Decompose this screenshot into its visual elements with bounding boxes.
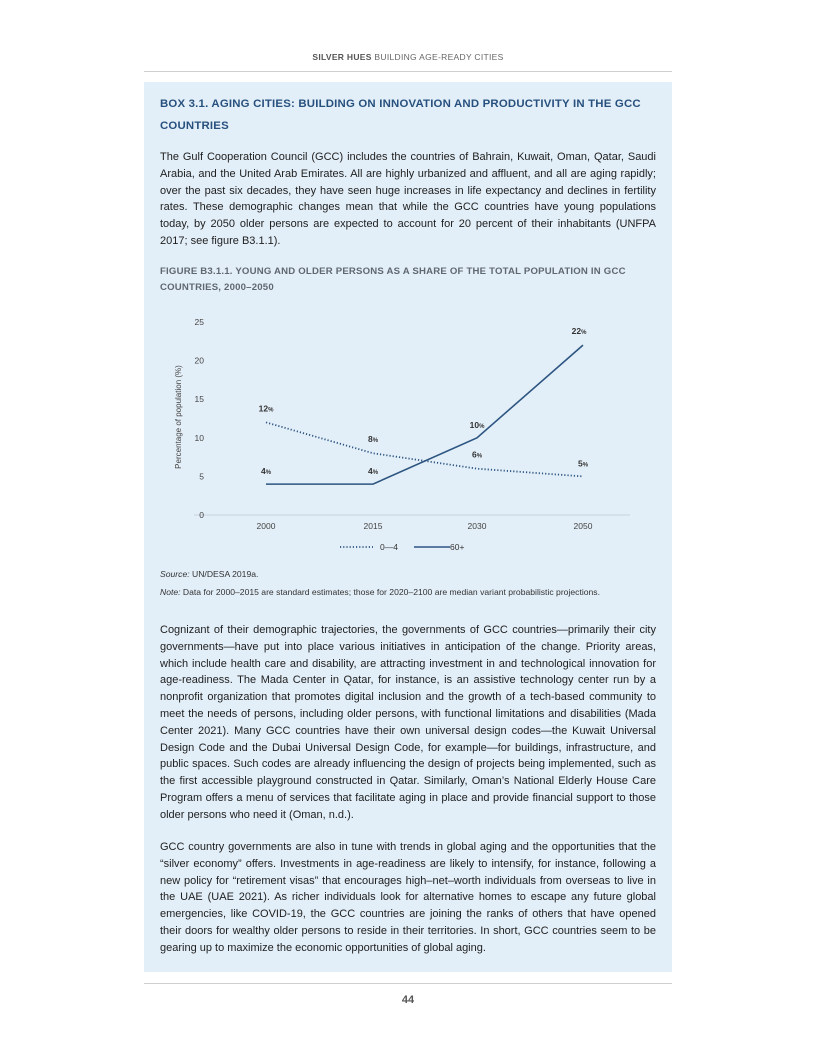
x-tick-label: 2030 xyxy=(467,521,487,531)
data-label: 10% xyxy=(469,419,485,430)
y-tick-label: 20 xyxy=(194,355,204,366)
x-tick-label: 2015 xyxy=(363,521,383,531)
data-label: 4% xyxy=(260,466,272,477)
data-label: 12% xyxy=(258,403,274,414)
series-line-age-60-plus xyxy=(266,345,583,484)
body-paragraph-2: Cognizant of their demographic trajectories, the governments of GCC countries—primarily their city governments—have put into place various initiatives in anticipation of the change. Priority areas, which include health care and disability, are attracting investment in and technological innovation for age-readiness. The Mada Center in Qatar, for instance, is an assistive technology center run by a nonprofit organization that promotes digital inclusion and the growth of a tech-based community to meet the needs of persons, including older persons, with functional limitations and disabilities (Mada Center 2021). Many GCC countries have their own universal design codes—the Kuwait Universal Design Code and the Dubai Universal Design Code, for example—for buildings, infrastructure, and public spaces. Such codes are already influencing the design of projects being implemented, such as the first accessible playground constructed in Qatar. Similarly, Oman’s National Elderly House Care Program offers a menu of services that facilitate aging in place and provide financial support to those older persons who need it (Oman, n.d.). xyxy=(160,624,656,821)
footer-rule xyxy=(144,983,672,984)
running-head xyxy=(144,52,672,62)
intro-paragraph: The Gulf Cooperation Council (GCC) includes the countries of Bahrain, Kuwait, Oman, Qatar, Saudi Arabia, and the United Arab Emirates. All are highly urbanized and affluent, and all are aging rapidly; over the past six decades, they have seen huge increases in life expectancy and declines in fertility rates. These demographic changes mean that while the GCC countries have young populations today, by 2050 older persons are expected to account for 20 percent of their inhabitants (UNFPA 2017; see figure B3.1.1). xyxy=(160,151,656,247)
note-text: Data for 2000–2015 are standard estimates; those for 2020–2100 are median variant probabilistic projections. xyxy=(180,587,600,597)
y-tick-label: 10 xyxy=(194,432,204,443)
box-title: BOX 3.1. AGING CITIES: BUILDING ON INNOVATION AND PRODUCTIVITY IN THE GCC COUNTRIES xyxy=(160,98,641,132)
y-tick-label: 0 xyxy=(199,510,204,520)
data-labels xyxy=(259,326,589,476)
data-label: 22% xyxy=(571,326,587,337)
y-axis-label: Percentage of population (%) xyxy=(174,365,183,469)
figure-title: FIGURE B3.1.1. YOUNG AND OLDER PERSONS AS A SHARE OF THE TOTAL POPULATION IN GCC COUNTRIES, 2000–2050 xyxy=(160,266,626,293)
note-label: Note: xyxy=(160,587,181,597)
legend xyxy=(340,542,464,552)
data-label: 8% xyxy=(367,434,379,445)
x-tick-labels xyxy=(257,521,593,531)
page-number: 44 xyxy=(401,994,415,1006)
y-tick-labels xyxy=(195,317,205,520)
line-chart xyxy=(144,310,672,560)
series-lines xyxy=(266,345,583,484)
box-3-1 xyxy=(144,82,672,972)
figure-note xyxy=(160,587,670,597)
source-label: Source: xyxy=(160,569,190,579)
y-tick-label: 25 xyxy=(194,317,204,327)
source-text: UN/DESA 2019a. xyxy=(189,569,259,579)
x-tick-label: 2000 xyxy=(256,521,276,531)
data-label: 6% xyxy=(471,449,483,460)
x-tick-label: 2050 xyxy=(573,521,593,531)
data-label: 5% xyxy=(577,458,589,469)
running-head-title: BUILDING AGE-READY CITIES xyxy=(374,52,504,62)
header-rule xyxy=(144,71,672,72)
body-paragraph-3: GCC country governments are also in tune with trends in global aging and the opportunities that the “silver economy” offers. Investments in age-readiness are likely to intensify, for instance, following a new policy for “retirement visas” that encourages high–net–worth individuals from overseas to live in the UAE (UAE 2021). As richer individuals look for alternative homes to escape any future global emergencies, like COVID-19, the GCC countries are joining the ranks of others that have opened their doors for wealthy older persons to reside in their territories. In short, GCC countries seem to be gearing up to maximize the economic opportunities of global aging. xyxy=(160,841,656,954)
figure-source xyxy=(160,569,670,579)
legend-label-age-60-plus: 60+ xyxy=(450,542,465,552)
running-head-series: SILVER HUES xyxy=(312,52,372,62)
data-label: 4% xyxy=(367,466,379,477)
legend-label-age-0-4: 0—4 xyxy=(380,542,398,552)
y-tick-label: 15 xyxy=(194,394,204,405)
series-line-age-0-4 xyxy=(266,419,583,476)
y-axis-label-group xyxy=(174,365,183,469)
y-tick-label: 5 xyxy=(199,471,204,482)
